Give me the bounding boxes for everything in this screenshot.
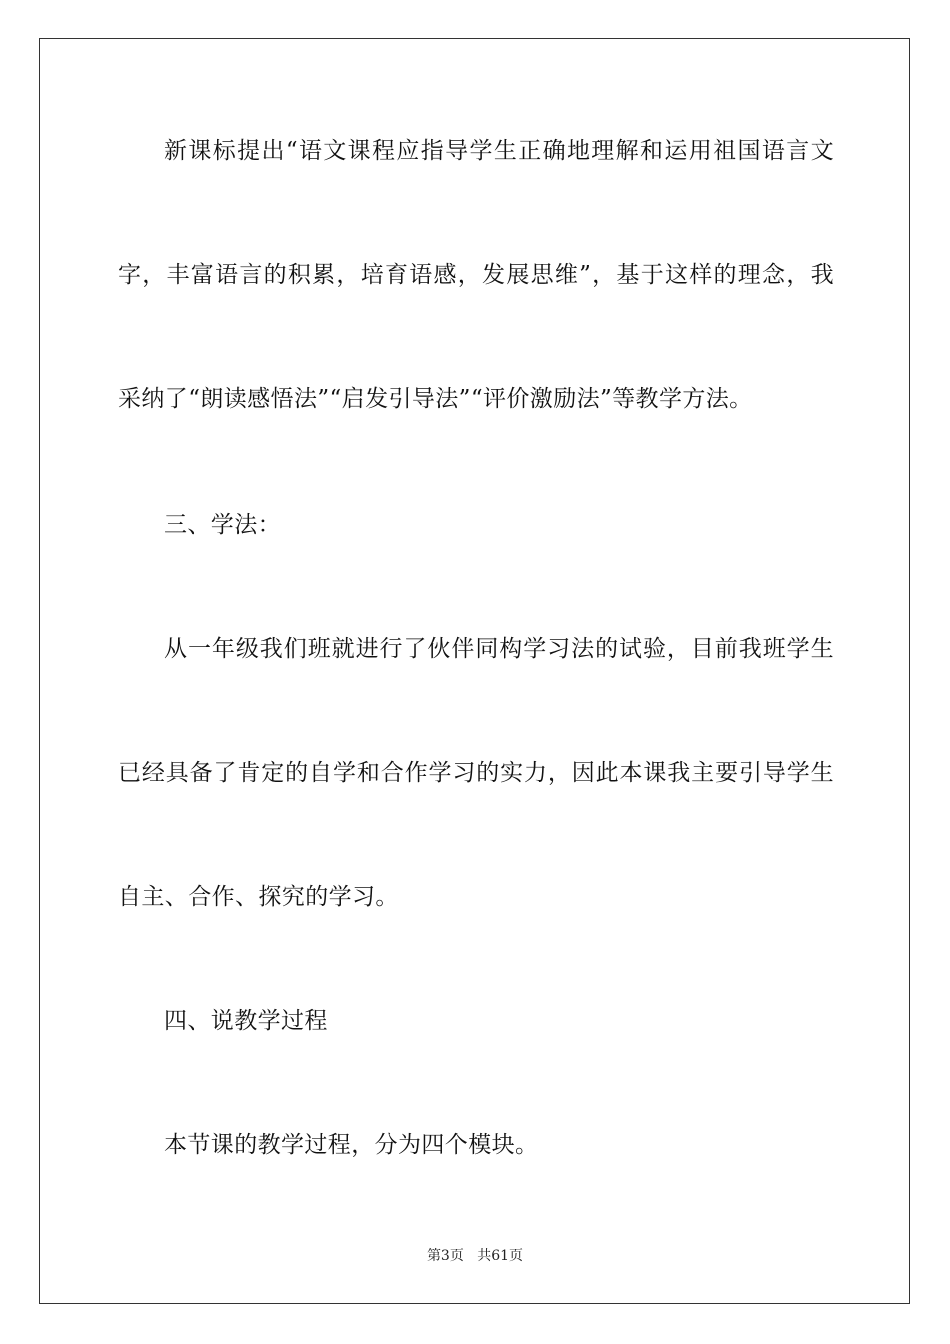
page-frame bbox=[39, 38, 910, 1304]
paragraph-1-line-2: 字，丰富语言的积累，培育语感，发展思维”，基于这样的理念，我 bbox=[118, 262, 834, 288]
paragraph-2-line-3: 自主、合作、探究的学习。 bbox=[118, 884, 399, 910]
section-heading-teaching-process: 四、说教学过程 bbox=[164, 1008, 328, 1034]
paragraph-2-line-1: 从一年级我们班就进行了伙伴同构学习法的试验，目前我班学生 bbox=[164, 636, 834, 662]
page-footer bbox=[0, 1246, 950, 1266]
section-heading-study-method: 三、学法： bbox=[164, 512, 281, 538]
paragraph-3-line-1: 本节课的教学过程，分为四个模块。 bbox=[164, 1132, 539, 1158]
paragraph-1-line-1: 新课标提出“语文课程应指导学生正确地理解和运用祖国语言文 bbox=[164, 138, 834, 164]
paragraph-1-line-3: 采纳了“朗读感悟法”“启发引导法”“评价激励法”等教学方法。 bbox=[118, 386, 753, 412]
page-number: 第3页 bbox=[426, 1248, 464, 1264]
total-pages: 共61页 bbox=[477, 1248, 524, 1264]
paragraph-2-line-2: 已经具备了肯定的自学和合作学习的实力，因此本课我主要引导学生 bbox=[118, 760, 834, 786]
